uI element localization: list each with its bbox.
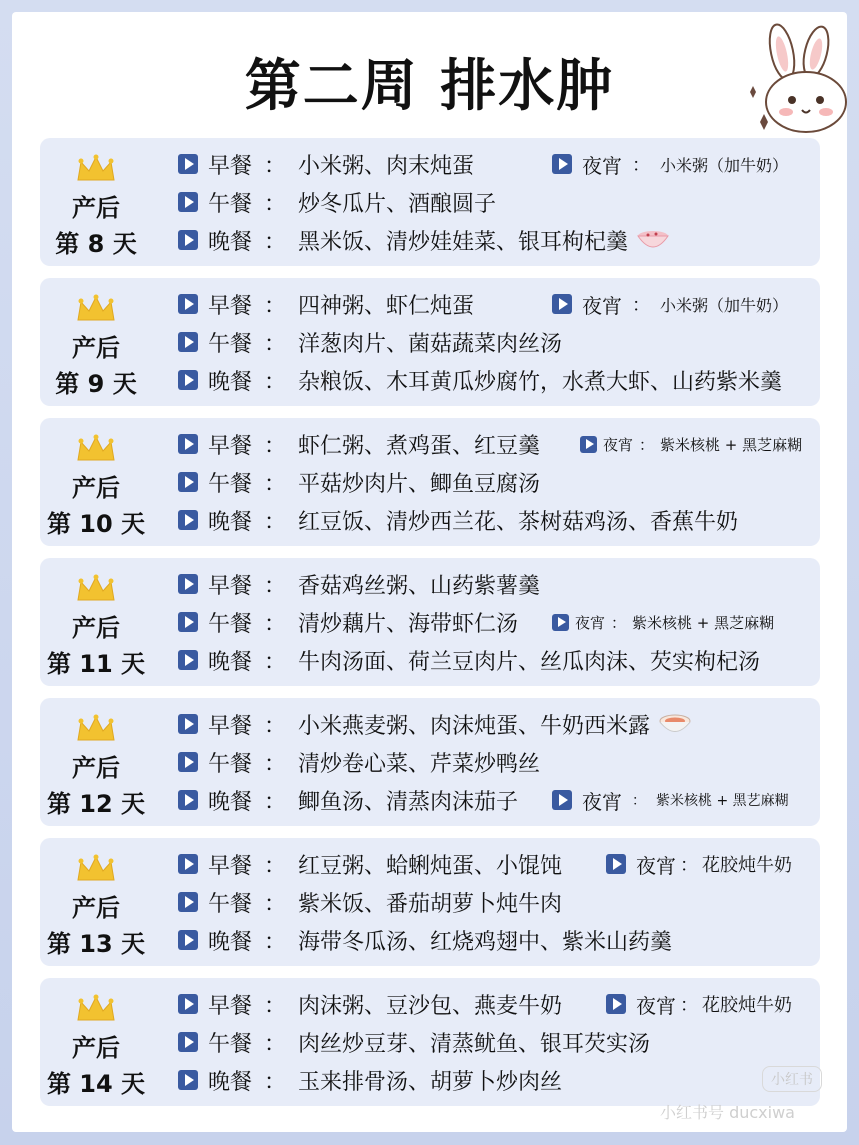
colon: ： (264, 891, 287, 917)
play-icon (178, 650, 198, 670)
night-label: 夜宵 (582, 293, 622, 318)
colon: ： (264, 573, 287, 599)
colon: ： (264, 229, 287, 255)
play-icon (606, 854, 626, 874)
lunch-row (178, 886, 562, 918)
meal-label: 晚餐 (208, 929, 253, 955)
meal-label: 午餐 (208, 611, 253, 637)
crown-icon (76, 154, 116, 184)
colon: ： (680, 995, 698, 1016)
meal-text: 紫米饭、番茄胡萝卜炖牛肉 (298, 891, 563, 917)
bowl-icon (658, 711, 692, 737)
play-icon (178, 854, 198, 874)
night-text: 小米粥（加牛奶） (660, 155, 789, 175)
night-text: 紫米核桃 + 黑芝麻糊 (632, 613, 775, 632)
night-text: 小米粥（加牛奶） (660, 295, 789, 315)
day-number: 第 13 天 (46, 930, 146, 958)
colon: ： (264, 751, 287, 777)
night-label: 夜宵 (582, 153, 622, 178)
day-card (40, 278, 820, 406)
day-label (40, 838, 152, 966)
colon: ： (632, 155, 650, 176)
day-number: 第 10 天 (46, 510, 146, 538)
meal-label: 早餐 (208, 993, 253, 1019)
colon: ： (264, 713, 287, 739)
crown-icon (76, 994, 116, 1024)
colon: ： (264, 153, 287, 179)
play-icon (178, 1032, 198, 1052)
meal-label: 晚餐 (208, 649, 253, 675)
day-number: 第 14 天 (46, 1070, 146, 1098)
meal-text: 洋葱肉片、菌菇蔬菜肉丝汤 (298, 331, 563, 357)
meal-label: 午餐 (208, 1031, 253, 1057)
play-icon (178, 370, 198, 390)
meal-text: 玉来排骨汤、胡萝卜炒肉丝 (298, 1069, 563, 1095)
crown-icon (76, 574, 116, 604)
meal-label: 午餐 (208, 331, 253, 357)
meal-label: 午餐 (208, 191, 253, 217)
dinner-row (178, 644, 760, 676)
dinner-row (178, 364, 782, 396)
meal-label: 晚餐 (208, 229, 253, 255)
lunch-row (178, 326, 562, 358)
rabbit-mascot (744, 22, 854, 142)
colon: ： (264, 433, 287, 459)
breakfast-row (178, 708, 692, 740)
play-icon (178, 752, 198, 772)
day-number: 第 8 天 (55, 230, 137, 258)
meal-text: 肉沫粥、豆沙包、燕麦牛奶 (298, 993, 563, 1019)
crown-icon (76, 854, 116, 884)
meal-text: 小米粥、肉末炖蛋 (298, 153, 475, 179)
colon: ： (264, 369, 287, 395)
meal-label: 午餐 (208, 891, 253, 917)
meal-text: 红豆饭、清炒西兰花、茶树菇鸡汤、香蕉牛奶 (298, 509, 739, 535)
play-icon (178, 790, 198, 810)
play-icon (178, 714, 198, 734)
meal-text: 牛肉汤面、荷兰豆肉片、丝瓜肉沫、芡实枸杞汤 (298, 649, 761, 675)
meal-text: 肉丝炒豆芽、清蒸鱿鱼、银耳芡实汤 (298, 1031, 651, 1057)
watermark-logo: 小红书 (762, 1066, 822, 1092)
dinner-row (178, 504, 738, 536)
breakfast-row (178, 148, 474, 180)
crown-icon (76, 294, 116, 324)
night-text: 紫米核桃 + 黑艺麻糊 (656, 793, 789, 809)
meal-label: 早餐 (208, 433, 253, 459)
colon: ： (264, 853, 287, 879)
colon: ： (264, 471, 287, 497)
day-card (40, 698, 820, 826)
meal-label: 早餐 (208, 713, 253, 739)
day-card (40, 838, 820, 966)
play-icon (178, 574, 198, 594)
meal-text: 鲫鱼汤、清蒸肉沫茄子 (298, 789, 519, 815)
day-label (40, 698, 152, 826)
day-card (40, 978, 820, 1106)
meal-text: 清炒卷心菜、芹菜炒鸭丝 (298, 751, 541, 777)
breakfast-row (178, 848, 562, 880)
meal-label: 午餐 (208, 751, 253, 777)
night-snack (580, 428, 802, 460)
play-icon (552, 614, 569, 631)
night-text: 紫米核桃 + 黑芝麻糊 (660, 435, 803, 454)
lunch-row (178, 466, 540, 498)
meal-text: 红豆粥、蛤蜊炖蛋、小馄饨 (298, 853, 563, 879)
page-title: 第二周 排水肿 (244, 54, 615, 119)
day-number: 第 12 天 (46, 790, 146, 818)
crown-icon (76, 434, 116, 464)
play-icon (178, 192, 198, 212)
meal-label: 早餐 (208, 153, 253, 179)
play-icon (552, 154, 572, 174)
dinner-row (178, 1064, 562, 1096)
meal-text: 炒冬瓜片、酒酿圆子 (298, 191, 497, 217)
night-label: 夜宵 (636, 853, 676, 878)
lunch-row (178, 746, 540, 778)
night-snack (606, 988, 792, 1020)
play-icon (178, 332, 198, 352)
night-label: 夜宵 (603, 435, 634, 454)
play-icon (178, 230, 198, 250)
night-snack (552, 288, 788, 320)
play-icon (178, 154, 198, 174)
colon: ： (264, 331, 287, 357)
dinner-row (178, 784, 518, 816)
night-snack (552, 784, 789, 816)
day-number: 第 9 天 (55, 370, 137, 398)
colon: ： (264, 1069, 287, 1095)
night-text: 花胶炖牛奶 (702, 855, 792, 876)
watermark-id: 小红书号 ducxiwa (660, 1103, 795, 1122)
colon: ： (611, 613, 627, 632)
colon: ： (264, 929, 287, 955)
breakfast-row (178, 288, 474, 320)
meal-text: 香菇鸡丝粥、山药紫薯羹 (298, 573, 541, 599)
day-card (40, 138, 820, 266)
meal-text: 杂粮饭、木耳黄瓜炒腐竹，水煮大虾、山药紫米羹 (298, 369, 783, 395)
day-label (40, 418, 152, 546)
colon: ： (632, 295, 650, 316)
play-icon (178, 994, 198, 1014)
night-snack (552, 148, 788, 180)
play-icon (178, 294, 198, 314)
day-card (40, 418, 820, 546)
play-icon (178, 612, 198, 632)
night-label: 夜宵 (636, 993, 676, 1018)
day-label (40, 978, 152, 1106)
play-icon (178, 892, 198, 912)
meal-label: 晚餐 (208, 509, 253, 535)
play-icon (580, 436, 597, 453)
meal-label: 早餐 (208, 853, 253, 879)
day-label (40, 138, 152, 266)
breakfast-row (178, 568, 540, 600)
meal-text: 平菇炒肉片、鲫鱼豆腐汤 (298, 471, 541, 497)
colon: ： (264, 789, 287, 815)
colon: ： (264, 1031, 287, 1057)
day-label (40, 558, 152, 686)
dinner-row (178, 224, 670, 256)
play-icon (178, 1070, 198, 1090)
lunch-row (178, 1026, 650, 1058)
meal-text: 清炒藕片、海带虾仁汤 (298, 611, 519, 637)
play-icon (178, 510, 198, 530)
play-icon (606, 994, 626, 1014)
postpartum-label: 产后 (72, 194, 120, 222)
postpartum-label: 产后 (72, 1034, 120, 1062)
meal-label: 晚餐 (208, 369, 253, 395)
dinner-row (178, 924, 672, 956)
meal-label: 晚餐 (208, 1069, 253, 1095)
postpartum-label: 产后 (72, 474, 120, 502)
meal-text: 虾仁粥、煮鸡蛋、红豆羹 (298, 433, 541, 459)
meal-text: 海带冬瓜汤、红烧鸡翅中、紫米山药羹 (298, 929, 673, 955)
meal-label: 早餐 (208, 573, 253, 599)
day-card (40, 558, 820, 686)
meal-label: 早餐 (208, 293, 253, 319)
play-icon (552, 294, 572, 314)
colon: ： (632, 793, 646, 809)
colon: ： (264, 993, 287, 1019)
postpartum-label: 产后 (72, 614, 120, 642)
postpartum-label: 产后 (72, 754, 120, 782)
play-icon (552, 790, 572, 810)
colon: ： (680, 855, 698, 876)
colon: ： (264, 611, 287, 637)
meal-label: 午餐 (208, 471, 253, 497)
colon: ： (264, 509, 287, 535)
postpartum-label: 产后 (72, 334, 120, 362)
lunch-row (178, 186, 496, 218)
bowl-icon (636, 228, 670, 252)
colon: ： (264, 649, 287, 675)
play-icon (178, 434, 198, 454)
crown-icon (76, 714, 116, 744)
day-number: 第 11 天 (46, 650, 146, 678)
day-label (40, 278, 152, 406)
breakfast-row (178, 428, 540, 460)
night-snack (606, 848, 792, 880)
meal-text: 四神粥、虾仁炖蛋 (298, 293, 475, 319)
colon: ： (264, 293, 287, 319)
breakfast-row (178, 988, 562, 1020)
meal-text: 小米燕麦粥、肉沫炖蛋、牛奶西米露 (298, 713, 651, 739)
postpartum-label: 产后 (72, 894, 120, 922)
night-label: 夜宵 (575, 613, 606, 632)
night-snack (552, 606, 774, 638)
night-text: 花胶炖牛奶 (702, 995, 792, 1016)
meal-label: 晚餐 (208, 789, 253, 815)
lunch-row (178, 606, 518, 638)
meal-text: 黑米饭、清炒娃娃菜、银耳枸杞羹 (298, 229, 629, 255)
night-label: 夜宵 (582, 789, 622, 814)
play-icon (178, 472, 198, 492)
play-icon (178, 930, 198, 950)
colon: ： (264, 191, 287, 217)
colon: ： (639, 435, 655, 454)
